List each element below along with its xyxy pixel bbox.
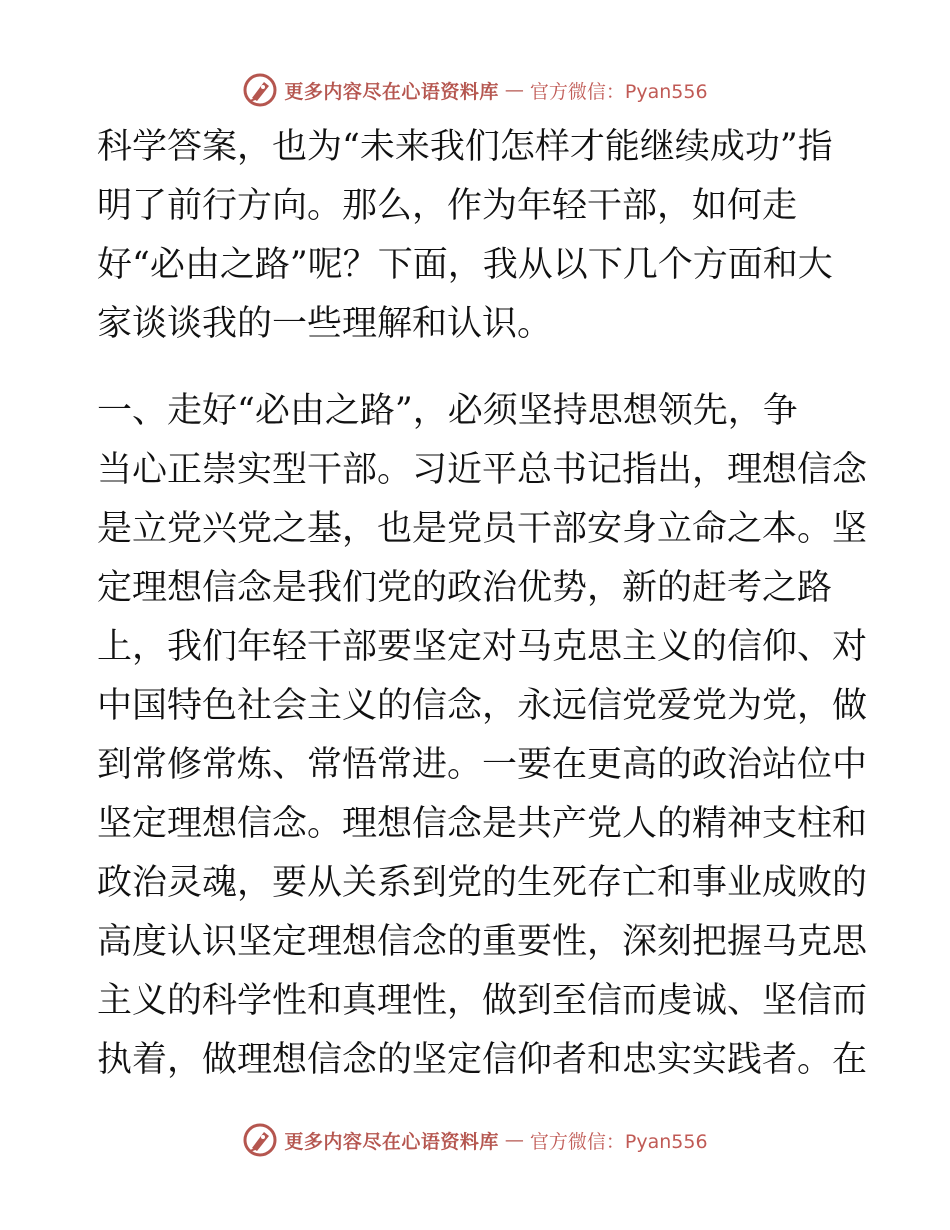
text-line: 家谈谈我的一些理解和认识。 (97, 304, 553, 344)
footer-watermark (0, 1118, 950, 1162)
watermark-title: 更多内容尽在心语资料库 (284, 80, 499, 103)
text-line: 政治灵魂，要从关系到党的生死存亡和事业成败的 (97, 863, 868, 903)
watermark-title: 更多内容尽在心语资料库 (284, 1130, 499, 1153)
text-line: 明了前行方向。那么，作为年轻干部，如何走 (97, 186, 798, 226)
text-line: 当心正崇实型干部。习近平总书记指出，理想信念 (97, 450, 868, 490)
header-watermark (0, 68, 950, 112)
pen-nib-seal-icon (242, 72, 278, 108)
text-line: 主义的科学性和真理性，做到至信而虔诚、坚信而 (97, 981, 868, 1021)
watermark-separator: — (504, 79, 524, 101)
paragraph-1 (97, 118, 857, 354)
text-line: 高度认识坚定理想信念的重要性，深刻把握马克思 (97, 922, 868, 962)
paragraph-gap (97, 354, 857, 382)
paragraph-2 (97, 382, 868, 1090)
watermark-separator: — (504, 1129, 524, 1151)
watermark-contact: 官方微信：Pyan556 (529, 80, 708, 103)
text-line: 到常修常炼、常悟常进。一要在更高的政治站位中 (97, 745, 868, 785)
text-line: 一、走好“必由之路”，必须坚持思想领先，争 (97, 391, 798, 431)
text-line: 科学答案，也为“未来我们怎样才能继续成功”指 (97, 127, 833, 167)
text-line: 执着，做理想信念的坚定信仰者和忠实实践者。在 (97, 1040, 868, 1080)
text-line: 坚定理想信念。理想信念是共产党人的精神支柱和 (97, 804, 868, 844)
pen-nib-seal-icon (242, 1122, 278, 1158)
text-line: 中国特色社会主义的信念，永远信党爱党为党，做 (97, 686, 868, 726)
text-line: 上，我们年轻干部要坚定对马克思主义的信仰、对 (97, 627, 868, 667)
watermark-contact: 官方微信：Pyan556 (529, 1130, 708, 1153)
document-body (97, 118, 868, 1090)
text-line: 定理想信念是我们党的政治优势，新的赶考之路 (97, 568, 833, 608)
text-line: 是立党兴党之基，也是党员干部安身立命之本。坚 (97, 509, 868, 549)
text-line: 好“必由之路”呢？下面，我从以下几个方面和大 (97, 245, 833, 285)
